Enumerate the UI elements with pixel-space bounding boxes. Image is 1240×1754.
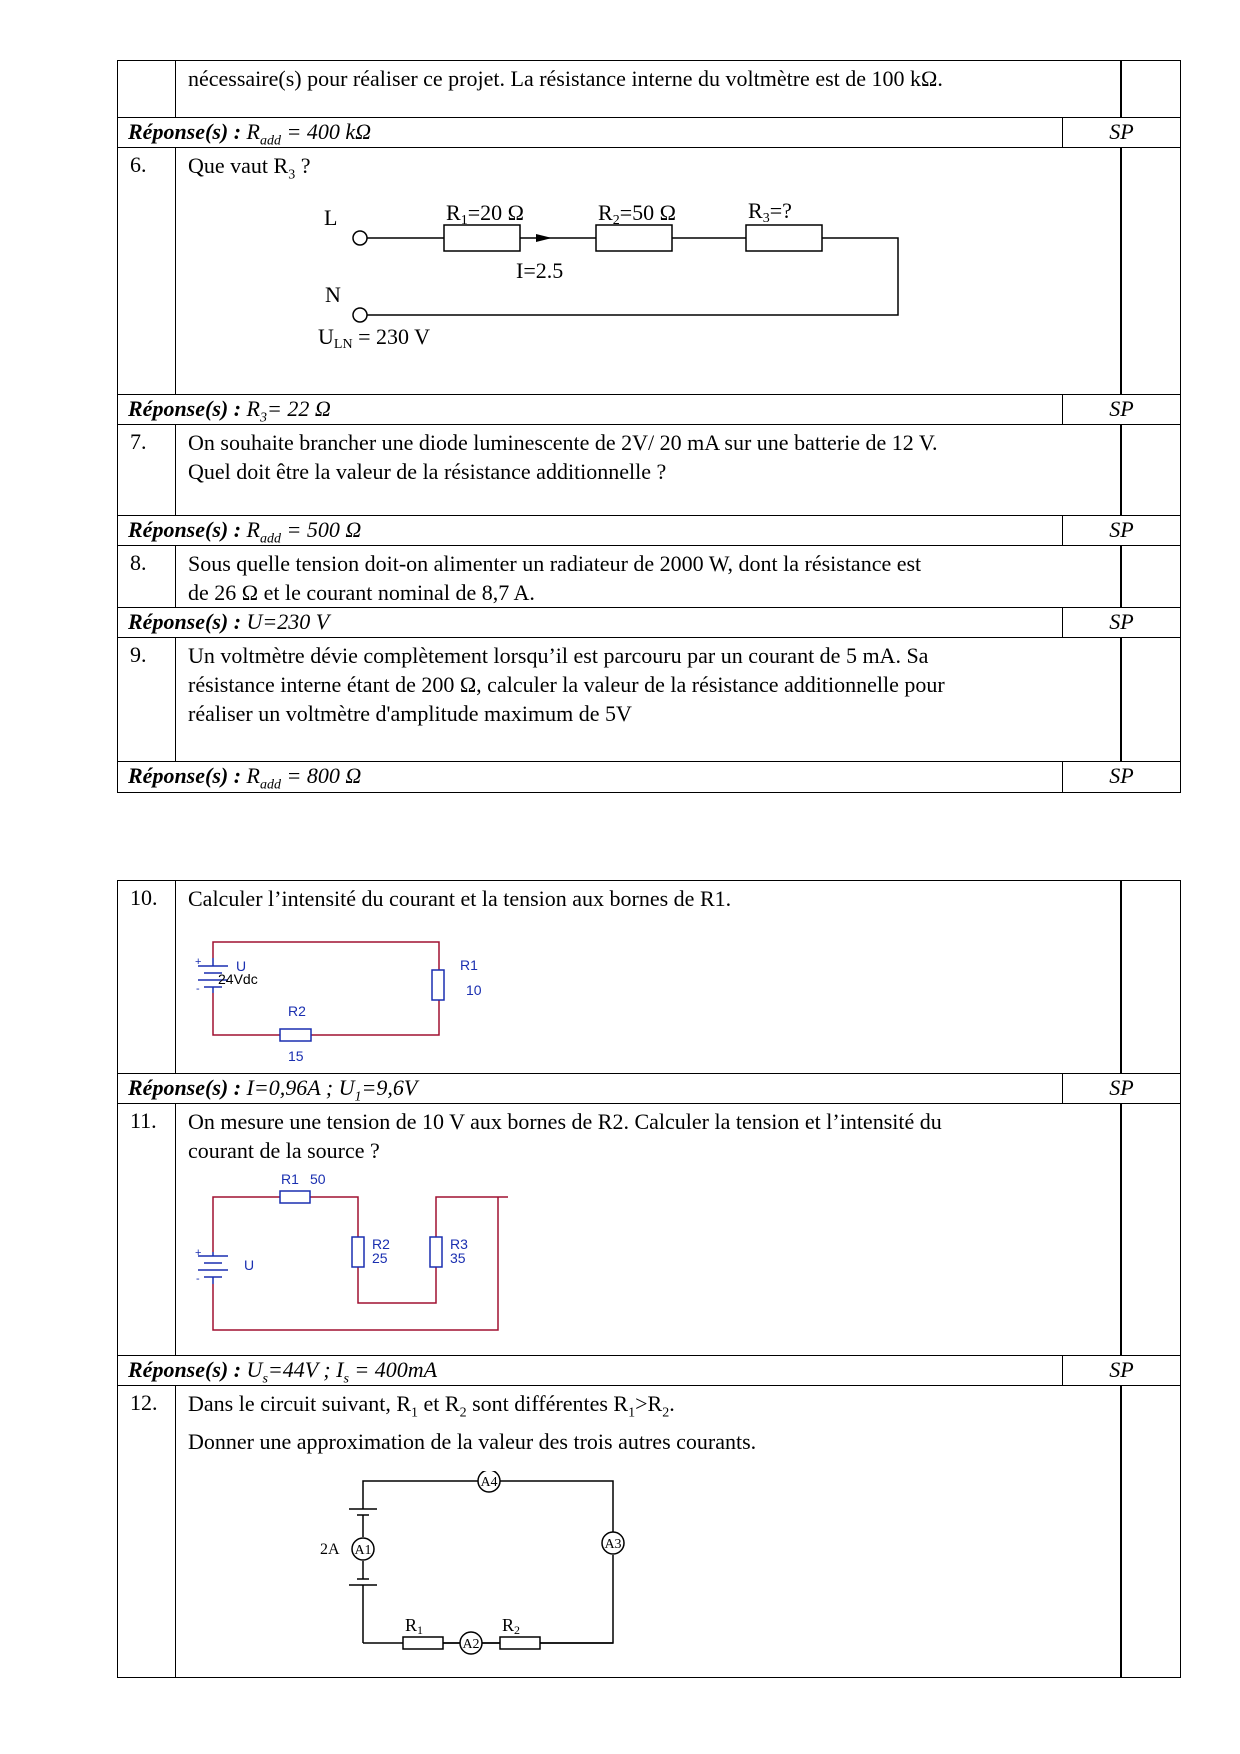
question-7-line-2: Quel doit être la valeur de la résistance additionnelle ? [188,459,667,484]
question-row-6 [118,148,1180,395]
resistor-R1 [432,970,444,1000]
answer-6-value: $R_3= 22$ Ω [246,396,331,426]
sp-label: SP [1062,395,1180,424]
resistor-R3 [746,225,822,251]
R3-label: R3 [450,1236,468,1252]
resistor-R2 [596,225,672,251]
source-label: U [236,958,247,974]
question-12-line-1: Dans le circuit suivant, $R_1$ et $R_2$ sont différentes $R_1>R_2$. [188,1391,675,1421]
intro-text: nécessaire(s) pour réaliser ce projet. La résistance interne du voltmètre est de 100 kΩ. [188,66,943,91]
question-7-line-1: On souhaite brancher une diode luminescente de 2V/ 20 mA sur une batterie de 12 V. [188,430,938,455]
terminal-L [353,231,367,245]
terminal-N-label: N [325,282,341,307]
R1-label: R1 [281,1172,299,1187]
answer-7-value: $R_{add} = 500$ Ω [246,517,362,547]
source-label: U [244,1257,255,1273]
question-number: 12. [118,1386,176,1677]
ammeter-A1-value: 2A [320,1541,340,1558]
voltage-label: ULN = 230 V [318,324,430,352]
intro-row [118,61,1180,118]
question-number: 6. [118,148,176,394]
answer-9-value: $R_{add} = 800$ Ω [246,763,362,793]
R2-label: R2 [372,1236,390,1252]
answer-row-8: Réponse(s) : U=230 V SP [118,608,1180,638]
sp-label: SP [1062,762,1180,792]
question-row-12 [118,1386,1180,1677]
svg-text:-: - [196,1273,200,1285]
question-6-text: Que vaut $R_3$ ? [188,153,311,183]
question-9-line-1: Un voltmètre dévie complètement lorsqu’il est parcouru par un courant de 5 mA. Sa [188,643,929,668]
question-number: 7. [118,425,176,515]
exercise-table-2 [117,880,1181,1678]
answer-row-6: Réponse(s) : $R_3= 22$ Ω SP [118,395,1180,425]
question-8-line-2: de 26 Ω et le courant nominal de 8,7 A. [188,580,535,605]
circuit-diagram-12 [313,1471,653,1671]
question-12-line-2: Donner une approximation de la valeur des trois autres courants. [188,1429,757,1455]
question-number: 8. [118,546,176,607]
question-9-line-2: résistance interne étant de 200 Ω, calculer la valeur de la résistance additionnelle pour [188,672,945,697]
question-9-line-3: réaliser un voltmètre d'amplitude maximum de 5V [188,701,632,726]
resistor-R2 [280,1029,311,1041]
svg-text:-: - [196,983,200,995]
answer-row-9: Réponse(s) : $R_{add} = 800$ Ω SP [118,762,1180,792]
R2-value: 15 [288,1048,304,1064]
svg-text:+: + [195,956,202,968]
ammeter-A4-label: A4 [480,1475,498,1490]
answer-11-value: $U_s=44V$ ; $I_s = 400mA$ [246,1357,438,1387]
resistor-R2 [352,1237,364,1267]
terminal-N [353,308,367,322]
resistor-R2 [500,1637,540,1649]
ammeter-A2-label: A2 [462,1637,480,1652]
question-11-line-2: courant de la source ? [188,1138,380,1163]
R1-label: R1 [405,1615,424,1637]
question-row-10 [118,881,1180,1074]
answer-5-value: $R_{add} = 400$ kΩ [246,119,372,149]
series-circuit-diagram [218,188,938,368]
resistor-R1 [280,1191,310,1203]
current-label: I=2.5 [516,258,564,283]
battery-symbol [198,1252,228,1284]
question-11-line-1: On mesure une tension de 10 V aux bornes de R2. Calculer la tension et l’intensité du [188,1109,942,1134]
question-10-text: Calculer l’intensité du courant et la tension aux bornes de R1. [188,886,732,911]
R1-value: 50 [310,1172,326,1187]
question-row-7 [118,425,1180,516]
sp-label: SP [1062,1074,1180,1103]
sp-label: SP [1062,608,1180,637]
question-8-line-1: Sous quelle tension doit-on alimenter un radiateur de 2000 W, dont la résistance est [188,551,922,576]
ammeter-A3-label: A3 [604,1537,622,1552]
answer-row-7: Réponse(s) : $R_{add} = 500$ Ω SP [118,516,1180,546]
answer-row-11: Réponse(s) : $U_s=44V$ ; $I_s = 400mA$ SP [118,1356,1180,1386]
terminal-L-label: L [324,205,338,230]
answer-row-5: Réponse(s) : $R_{add} = 400$ kΩ SP [118,118,1180,148]
resistor-R1 [403,1637,443,1649]
R1-label: R1 [460,957,478,973]
resistor-R1 [444,225,520,251]
R1-value: 10 [466,982,482,998]
question-row-11 [118,1104,1180,1356]
question-row-8 [118,546,1180,608]
source-value: 24Vdc [218,971,258,987]
R1-label: R1=20 Ω [446,200,524,228]
R3-label: R3=? [748,198,792,226]
answer-row-10: Réponse(s) : I=0,96A ; $U_1=9,6V$ SP [118,1074,1180,1104]
question-row-9 [118,638,1180,762]
sp-label: SP [1062,118,1180,147]
circuit-diagram-11 [188,1172,508,1352]
R2-label: R2=50 Ω [598,200,676,228]
question-number: 9. [118,638,176,761]
sp-label: SP [1062,516,1180,545]
answer-10-value: I=0,96A ; $U_1=9,6V$ [246,1075,418,1105]
answer-8-value: U=230 V [246,609,330,634]
svg-text:+: + [195,1247,202,1259]
R2-value: 25 [372,1250,388,1266]
R2-label: R2 [502,1615,521,1637]
R2-label: R2 [288,1003,306,1019]
circuit-diagram-10 [188,921,488,1071]
current-arrow [536,234,552,242]
question-number: 11. [118,1104,176,1355]
question-number: 10. [118,881,176,1073]
exercise-table-1 [117,60,1181,793]
ammeter-A1-label: A1 [354,1543,372,1558]
sp-label: SP [1062,1356,1180,1385]
resistor-R3 [430,1237,442,1267]
R3-value: 35 [450,1250,466,1266]
